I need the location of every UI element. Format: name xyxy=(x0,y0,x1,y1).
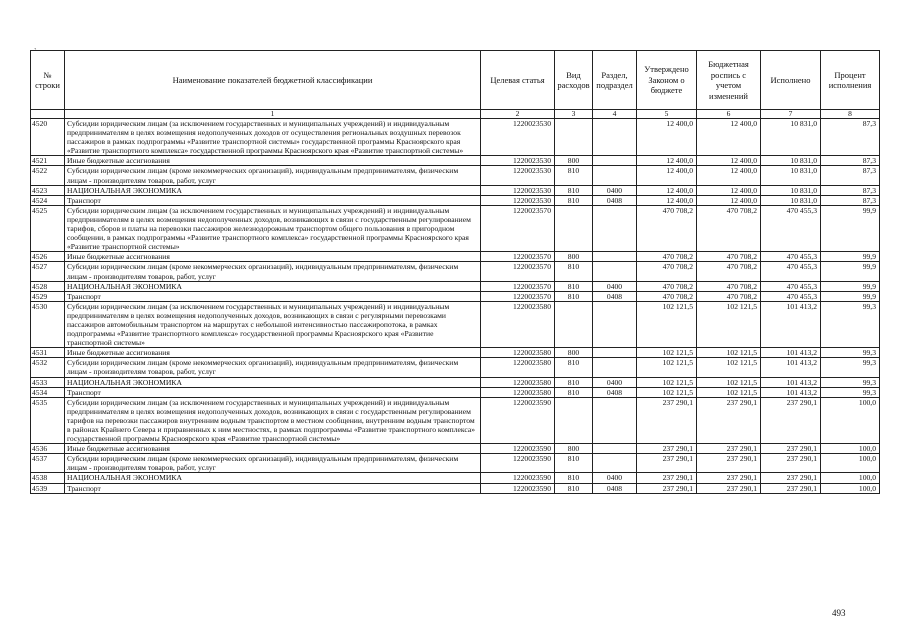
expense-type-cell xyxy=(555,301,593,347)
budget-list-amount-cell: 12 400,0 xyxy=(697,119,761,156)
row-number-cell: 4533 xyxy=(31,377,65,387)
approved-amount-cell: 12 400,0 xyxy=(637,119,697,156)
approved-amount-cell: 12 400,0 xyxy=(637,156,697,166)
table-body xyxy=(31,119,880,494)
approved-amount-cell: 470 708,2 xyxy=(637,262,697,281)
section-cell: 0400 xyxy=(593,377,637,387)
budget-table-sheet xyxy=(30,50,879,494)
table-row xyxy=(31,281,880,291)
table-row xyxy=(31,205,880,251)
percent-cell: 87,3 xyxy=(821,119,880,156)
approved-amount-cell: 237 290,1 xyxy=(637,473,697,483)
row-number-cell: 4529 xyxy=(31,291,65,301)
column-number: 2 xyxy=(481,110,555,119)
expense-type-cell: 800 xyxy=(555,348,593,358)
approved-amount-cell: 102 121,5 xyxy=(637,358,697,377)
section-cell xyxy=(593,454,637,473)
approved-amount-cell: 470 708,2 xyxy=(637,281,697,291)
table-row xyxy=(31,348,880,358)
approved-amount-cell: 102 121,5 xyxy=(637,387,697,397)
row-name-cell: Субсидии юридическим лицам (кроме некоммерческих организаций), индивидуальным предпринимателям, физическим лицам - производителям товаров, работ, услуг xyxy=(65,358,481,377)
table-row xyxy=(31,262,880,281)
table-row xyxy=(31,473,880,483)
approved-amount-cell: 102 121,5 xyxy=(637,301,697,347)
expense-type-cell: 810 xyxy=(555,291,593,301)
table-row xyxy=(31,444,880,454)
target-article-cell: 1220023590 xyxy=(481,473,555,483)
column-number-row xyxy=(31,110,880,119)
budget-list-amount-cell: 102 121,5 xyxy=(697,301,761,347)
section-cell xyxy=(593,252,637,262)
column-number: 8 xyxy=(821,110,880,119)
row-name-cell: НАЦИОНАЛЬНАЯ ЭКОНОМИКА xyxy=(65,281,481,291)
expense-type-cell: 810 xyxy=(555,281,593,291)
table-row xyxy=(31,377,880,387)
table-row xyxy=(31,358,880,377)
target-article-cell: 1220023580 xyxy=(481,387,555,397)
row-number-cell: 4524 xyxy=(31,195,65,205)
approved-amount-cell: 237 290,1 xyxy=(637,444,697,454)
col-header-target: Целевая статья xyxy=(481,51,555,110)
executed-amount-cell: 470 455,3 xyxy=(761,205,821,251)
section-cell xyxy=(593,301,637,347)
section-cell: 0408 xyxy=(593,195,637,205)
row-name-cell: НАЦИОНАЛЬНАЯ ЭКОНОМИКА xyxy=(65,377,481,387)
row-number-cell: 4539 xyxy=(31,483,65,493)
row-number-cell: 4528 xyxy=(31,281,65,291)
expense-type-cell: 800 xyxy=(555,444,593,454)
approved-amount-cell: 470 708,2 xyxy=(637,252,697,262)
executed-amount-cell: 10 831,0 xyxy=(761,166,821,185)
row-name-cell: Субсидии юридическим лицам (за исключением государственных и муниципальных учреждений) и индивидуальным предпринимателям в целях возмещения недополученных доходов от осуществления региональных воздушных перевозок пассажиров в рамках подпрограммы «Развитие транспортной системы» государственной программы Красноярского края «Развитие транспортного комплекса» государственной программы Красноярского края «Развитие транспортной системы» xyxy=(65,119,481,156)
column-number-blank xyxy=(31,110,65,119)
column-number: 3 xyxy=(555,110,593,119)
row-name-cell: НАЦИОНАЛЬНАЯ ЭКОНОМИКА xyxy=(65,473,481,483)
row-name-cell: Транспорт xyxy=(65,195,481,205)
table-row xyxy=(31,252,880,262)
percent-cell: 99,9 xyxy=(821,252,880,262)
expense-type-cell: 810 xyxy=(555,166,593,185)
expense-type-cell: 800 xyxy=(555,252,593,262)
section-cell: 0400 xyxy=(593,473,637,483)
budget-list-amount-cell: 102 121,5 xyxy=(697,358,761,377)
budget-list-amount-cell: 470 708,2 xyxy=(697,262,761,281)
section-cell xyxy=(593,262,637,281)
target-article-cell: 1220023590 xyxy=(481,483,555,493)
executed-amount-cell: 10 831,0 xyxy=(761,119,821,156)
table-row xyxy=(31,387,880,397)
budget-list-amount-cell: 102 121,5 xyxy=(697,348,761,358)
budget-list-amount-cell: 102 121,5 xyxy=(697,377,761,387)
approved-amount-cell: 102 121,5 xyxy=(637,348,697,358)
table-row xyxy=(31,301,880,347)
target-article-cell: 1220023580 xyxy=(481,301,555,347)
table-row xyxy=(31,483,880,493)
row-name-cell: Субсидии юридическим лицам (за исключением государственных и муниципальных учреждений) и индивидуальным предпринимателям в целях возмещения недополученных доходов, возникающих в связи с государственным регулированием тарифов, сборов и платы на перевозки пассажиров железнодорожным транспортом общего пользования в пригородном сообщении, в рамках подпрограммы «Развитие транспортного комплекса» государственной программы Красноярского края «Развитие транспортной системы» xyxy=(65,205,481,251)
budget-list-amount-cell: 470 708,2 xyxy=(697,291,761,301)
table-row xyxy=(31,195,880,205)
section-cell xyxy=(593,348,637,358)
budget-list-amount-cell: 102 121,5 xyxy=(697,387,761,397)
target-article-cell: 1220023580 xyxy=(481,358,555,377)
table-row xyxy=(31,185,880,195)
target-article-cell: 1220023530 xyxy=(481,185,555,195)
approved-amount-cell: 470 708,2 xyxy=(637,205,697,251)
executed-amount-cell: 237 290,1 xyxy=(761,473,821,483)
row-number-cell: 4536 xyxy=(31,444,65,454)
percent-cell: 99,3 xyxy=(821,301,880,347)
budget-list-amount-cell: 237 290,1 xyxy=(697,454,761,473)
row-name-cell: Транспорт xyxy=(65,483,481,493)
expense-type-cell: 800 xyxy=(555,156,593,166)
row-number-cell: 4520 xyxy=(31,119,65,156)
col-header-row-no: № строки xyxy=(31,51,65,110)
expense-type-cell: 810 xyxy=(555,195,593,205)
row-number-cell: 4521 xyxy=(31,156,65,166)
row-number-cell: 4537 xyxy=(31,454,65,473)
target-article-cell: 1220023570 xyxy=(481,291,555,301)
executed-amount-cell: 237 290,1 xyxy=(761,454,821,473)
percent-cell: 100,0 xyxy=(821,397,880,443)
percent-cell: 100,0 xyxy=(821,473,880,483)
row-number-cell: 4538 xyxy=(31,473,65,483)
budget-list-amount-cell: 237 290,1 xyxy=(697,397,761,443)
section-cell xyxy=(593,444,637,454)
col-header-section: Раздел, подраздел xyxy=(593,51,637,110)
section-cell xyxy=(593,166,637,185)
percent-cell: 100,0 xyxy=(821,454,880,473)
target-article-cell: 1220023570 xyxy=(481,262,555,281)
expense-type-cell: 810 xyxy=(555,473,593,483)
budget-list-amount-cell: 470 708,2 xyxy=(697,205,761,251)
table-row xyxy=(31,119,880,156)
row-name-cell: Иные бюджетные ассигнования xyxy=(65,348,481,358)
executed-amount-cell: 237 290,1 xyxy=(761,397,821,443)
executed-amount-cell: 10 831,0 xyxy=(761,195,821,205)
budget-list-amount-cell: 237 290,1 xyxy=(697,483,761,493)
column-number: 6 xyxy=(697,110,761,119)
row-number-cell: 4526 xyxy=(31,252,65,262)
row-number-cell: 4532 xyxy=(31,358,65,377)
executed-amount-cell: 10 831,0 xyxy=(761,156,821,166)
column-number: 4 xyxy=(593,110,637,119)
approved-amount-cell: 237 290,1 xyxy=(637,397,697,443)
row-number-cell: 4522 xyxy=(31,166,65,185)
page-number: 493 xyxy=(832,608,846,618)
target-article-cell: 1220023570 xyxy=(481,252,555,262)
corner-mark: ` xyxy=(34,47,37,56)
approved-amount-cell: 12 400,0 xyxy=(637,185,697,195)
table-row xyxy=(31,291,880,301)
section-cell: 0408 xyxy=(593,483,637,493)
executed-amount-cell: 470 455,3 xyxy=(761,281,821,291)
row-number-cell: 4530 xyxy=(31,301,65,347)
target-article-cell: 1220023580 xyxy=(481,377,555,387)
approved-amount-cell: 102 121,5 xyxy=(637,377,697,387)
percent-cell: 87,3 xyxy=(821,156,880,166)
expense-type-cell: 810 xyxy=(555,387,593,397)
executed-amount-cell: 10 831,0 xyxy=(761,185,821,195)
budget-list-amount-cell: 470 708,2 xyxy=(697,252,761,262)
col-header-exp-type: Вид расходов xyxy=(555,51,593,110)
expense-type-cell: 810 xyxy=(555,358,593,377)
executed-amount-cell: 237 290,1 xyxy=(761,483,821,493)
row-name-cell: Субсидии юридическим лицам (за исключением государственных и муниципальных учреждений) и индивидуальным предпринимателям в целях возмещения недополученных доходов, возникающих в связи с государственным регулированием тарифов на перевозки пассажиров внутренним водным транспортом в местном сообщении, внутренним водным транспортом в районах Крайнего Севера и приравненных к ним местностях, в рамках подпрограммы «Развитие транспортного комплекса» государственной программы Красноярского края «Развитие транспортной системы» xyxy=(65,397,481,443)
expense-type-cell: 810 xyxy=(555,377,593,387)
target-article-cell: 1220023570 xyxy=(481,205,555,251)
target-article-cell: 1220023530 xyxy=(481,156,555,166)
row-name-cell: Субсидии юридическим лицам (кроме некоммерческих организаций), индивидуальным предпринимателям, физическим лицам - производителям товаров, работ, услуг xyxy=(65,166,481,185)
percent-cell: 87,3 xyxy=(821,195,880,205)
col-header-executed: Исполнено xyxy=(761,51,821,110)
percent-cell: 99,3 xyxy=(821,348,880,358)
table-row xyxy=(31,397,880,443)
section-cell xyxy=(593,358,637,377)
column-number: 7 xyxy=(761,110,821,119)
header-row xyxy=(31,51,880,110)
target-article-cell: 1220023530 xyxy=(481,166,555,185)
budget-list-amount-cell: 12 400,0 xyxy=(697,166,761,185)
row-number-cell: 4525 xyxy=(31,205,65,251)
approved-amount-cell: 12 400,0 xyxy=(637,195,697,205)
section-cell: 0400 xyxy=(593,281,637,291)
percent-cell: 99,9 xyxy=(821,205,880,251)
table-row xyxy=(31,166,880,185)
target-article-cell: 1220023580 xyxy=(481,348,555,358)
row-name-cell: Иные бюджетные ассигнования xyxy=(65,156,481,166)
row-name-cell: Субсидии юридическим лицам (кроме некоммерческих организаций), индивидуальным предпринимателям, физическим лицам - производителям товаров, работ, услуг xyxy=(65,262,481,281)
percent-cell: 99,3 xyxy=(821,377,880,387)
col-header-name: Наименование показателей бюджетной классификации xyxy=(65,51,481,110)
budget-execution-table xyxy=(30,50,880,494)
target-article-cell: 1220023590 xyxy=(481,454,555,473)
target-article-cell: 1220023530 xyxy=(481,119,555,156)
percent-cell: 100,0 xyxy=(821,444,880,454)
executed-amount-cell: 101 413,2 xyxy=(761,358,821,377)
percent-cell: 99,9 xyxy=(821,291,880,301)
row-name-cell: Субсидии юридическим лицам (кроме некоммерческих организаций), индивидуальным предпринимателям, физическим лицам - производителям товаров, работ, услуг xyxy=(65,454,481,473)
executed-amount-cell: 101 413,2 xyxy=(761,387,821,397)
percent-cell: 87,3 xyxy=(821,166,880,185)
expense-type-cell: 810 xyxy=(555,185,593,195)
row-number-cell: 4535 xyxy=(31,397,65,443)
target-article-cell: 1220023590 xyxy=(481,397,555,443)
percent-cell: 100,0 xyxy=(821,483,880,493)
section-cell: 0408 xyxy=(593,387,637,397)
section-cell xyxy=(593,156,637,166)
section-cell xyxy=(593,205,637,251)
row-name-cell: Транспорт xyxy=(65,291,481,301)
executed-amount-cell: 237 290,1 xyxy=(761,444,821,454)
approved-amount-cell: 237 290,1 xyxy=(637,483,697,493)
row-name-cell: Субсидии юридическим лицам (за исключением государственных и муниципальных учреждений) и индивидуальным предпринимателям в целях возмещения недополученных доходов, возникающих в связи с регулярными перевозками пассажиров автомобильным транспортом на маршрутах с небольшой интенсивностью пассажиропотока, в рамках подпрограммы «Развитие транспортного комплекса» государственной программы Красноярского края «Развитие транспортной системы» xyxy=(65,301,481,347)
row-name-cell: Иные бюджетные ассигнования xyxy=(65,444,481,454)
expense-type-cell: 810 xyxy=(555,483,593,493)
budget-list-amount-cell: 12 400,0 xyxy=(697,195,761,205)
percent-cell: 99,3 xyxy=(821,387,880,397)
target-article-cell: 1220023590 xyxy=(481,444,555,454)
section-cell: 0408 xyxy=(593,291,637,301)
col-header-percent: Процент исполнения xyxy=(821,51,880,110)
approved-amount-cell: 470 708,2 xyxy=(637,291,697,301)
expense-type-cell xyxy=(555,397,593,443)
section-cell xyxy=(593,397,637,443)
section-cell: 0400 xyxy=(593,185,637,195)
row-name-cell: Иные бюджетные ассигнования xyxy=(65,252,481,262)
budget-list-amount-cell: 12 400,0 xyxy=(697,185,761,195)
table-row xyxy=(31,156,880,166)
target-article-cell: 1220023570 xyxy=(481,281,555,291)
row-number-cell: 4527 xyxy=(31,262,65,281)
column-number: 5 xyxy=(637,110,697,119)
executed-amount-cell: 470 455,3 xyxy=(761,262,821,281)
row-number-cell: 4534 xyxy=(31,387,65,397)
percent-cell: 87,3 xyxy=(821,185,880,195)
row-number-cell: 4531 xyxy=(31,348,65,358)
table-row xyxy=(31,454,880,473)
expense-type-cell xyxy=(555,205,593,251)
approved-amount-cell: 12 400,0 xyxy=(637,166,697,185)
budget-list-amount-cell: 12 400,0 xyxy=(697,156,761,166)
executed-amount-cell: 101 413,2 xyxy=(761,348,821,358)
col-header-approved: Утверждено Законом о бюджете xyxy=(637,51,697,110)
col-header-budget-list: Бюджетная роспись с учетом изменений xyxy=(697,51,761,110)
executed-amount-cell: 101 413,2 xyxy=(761,377,821,387)
expense-type-cell: 810 xyxy=(555,454,593,473)
column-number: 1 xyxy=(65,110,481,119)
approved-amount-cell: 237 290,1 xyxy=(637,454,697,473)
budget-list-amount-cell: 237 290,1 xyxy=(697,444,761,454)
budget-list-amount-cell: 470 708,2 xyxy=(697,281,761,291)
executed-amount-cell: 470 455,3 xyxy=(761,252,821,262)
row-number-cell: 4523 xyxy=(31,185,65,195)
expense-type-cell: 810 xyxy=(555,262,593,281)
budget-list-amount-cell: 237 290,1 xyxy=(697,473,761,483)
row-name-cell: НАЦИОНАЛЬНАЯ ЭКОНОМИКА xyxy=(65,185,481,195)
section-cell xyxy=(593,119,637,156)
percent-cell: 99,3 xyxy=(821,358,880,377)
row-name-cell: Транспорт xyxy=(65,387,481,397)
executed-amount-cell: 470 455,3 xyxy=(761,291,821,301)
expense-type-cell xyxy=(555,119,593,156)
executed-amount-cell: 101 413,2 xyxy=(761,301,821,347)
target-article-cell: 1220023530 xyxy=(481,195,555,205)
percent-cell: 99,9 xyxy=(821,281,880,291)
percent-cell: 99,9 xyxy=(821,262,880,281)
